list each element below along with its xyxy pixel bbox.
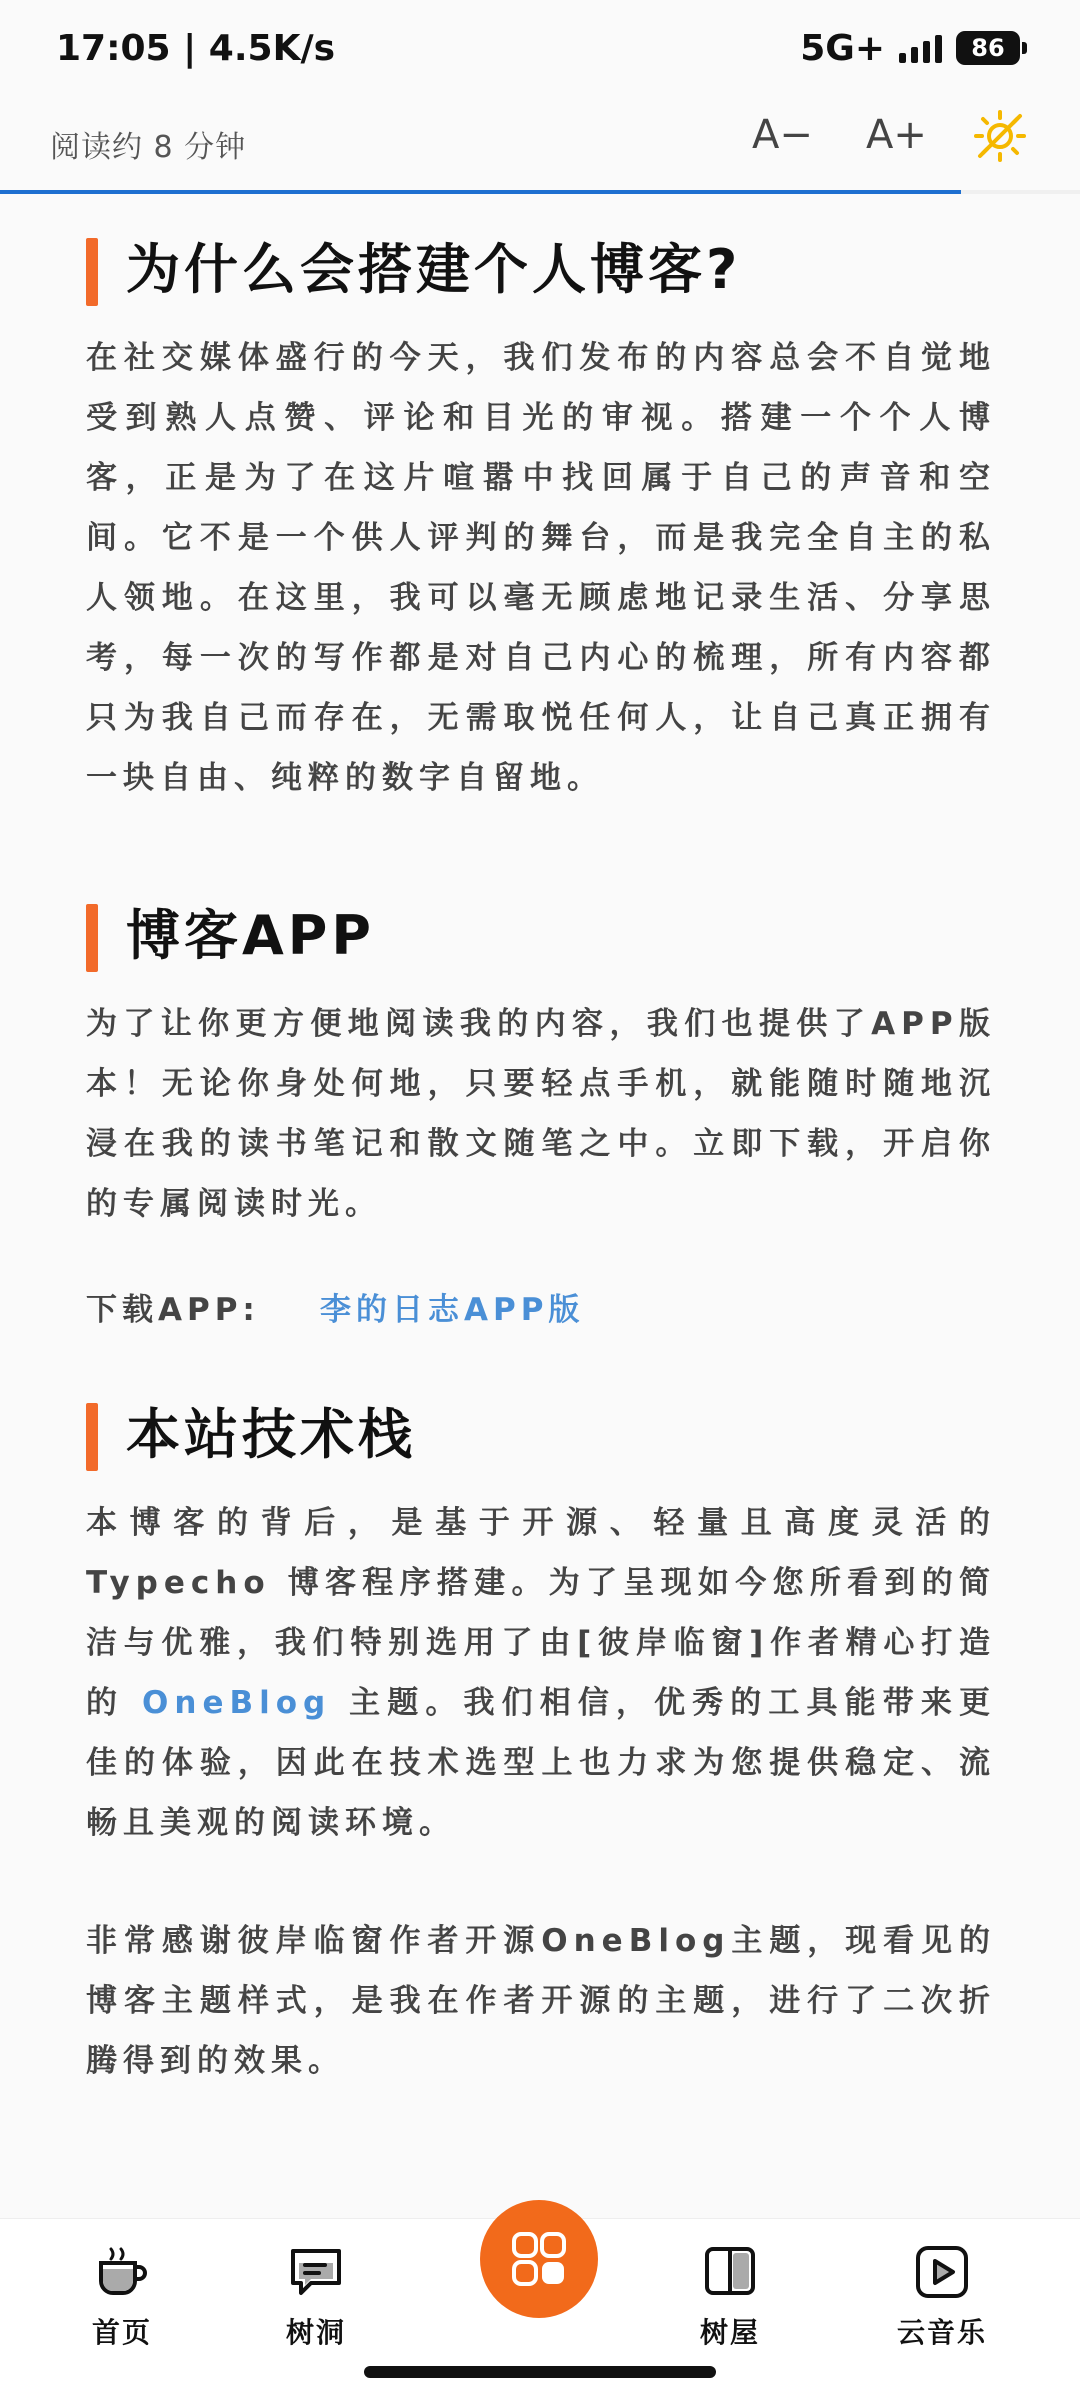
section-heading-why-blog: 为什么会搭建个人博客? [86, 230, 996, 310]
book-icon [699, 2241, 761, 2303]
battery-icon [956, 31, 1020, 65]
section-body-why-blog: 在社交媒体盛行的今天，我们发布的内容总会不自觉地受到熟人点赞、评论和目光的审视。搭建一个个人博客，正是为了在这片喧嚣中找回属于自己的声音和空间。它不是一个供人评判的舞台，而是我完全自主的私人领地。在这里，我可以毫无顾虑地记录生活、分享思考，每一次的写作都是对自己内心的梳理，所有内容都只为我自己而存在，无需取悦任何人，让自己真正拥有一块自由、纯粹的数字自留地。 [86, 340, 996, 796]
status-time-speed: 17:05 | 4.5K/s [56, 27, 336, 69]
nav-label-cloud-music: 云音乐 [896, 2316, 987, 2349]
status-indicators [800, 28, 1020, 69]
font-increase-button[interactable]: A+ [866, 112, 927, 158]
status-bar [0, 0, 1080, 96]
nav-item-home[interactable] [62, 2241, 182, 2351]
section-body-blog-app: 为了让你更方便地阅读我的内容，我们也提供了APP版本！无论你身处何地，只要轻点手机，就能随时随地沉浸在我的读书笔记和散文随笔之中。立即下载，开启你的专属阅读时光。 [86, 1006, 996, 1222]
reading-progress-bar [0, 190, 1080, 194]
nav-label-home: 首页 [91, 2316, 152, 2349]
download-row [86, 1284, 996, 1329]
network-type: 5G+ [800, 27, 885, 69]
home-indicator[interactable] [364, 2366, 716, 2378]
signal-icon [899, 33, 942, 63]
theme-toggle-icon[interactable] [972, 108, 1028, 164]
section-heading-tech-stack: 本站技术栈 [86, 1395, 996, 1475]
chat-bubble-icon [285, 2241, 347, 2303]
coffee-cup-icon [91, 2241, 153, 2303]
play-icon [911, 2241, 973, 2303]
nav-item-treehole[interactable] [256, 2241, 376, 2351]
oneblog-link[interactable]: OneBlog [142, 1685, 332, 1721]
download-app-link[interactable]: 李的日志APP版 [320, 1292, 585, 1328]
apps-grid-icon [511, 2231, 567, 2287]
font-decrease-button[interactable]: A− [752, 112, 813, 158]
tech-stack-text-after: 主题。我们相信，优秀的工具能带来更佳的体验，因此在技术选型上也力求为您提供稳定、流畅且美观的阅读环境。 [86, 1685, 996, 1841]
thanks-paragraph: 非常感谢彼岸临窗作者开源OneBlog主题，现看见的博客主题样式，是我在作者开源的主题，进行了二次折腾得到的效果。 [86, 1923, 996, 2079]
nav-label-treehouse: 树屋 [699, 2316, 760, 2349]
nav-item-cloud-music[interactable] [882, 2241, 1002, 2351]
nav-label-treehole: 树洞 [285, 2316, 346, 2349]
section-body-tech-stack [86, 1493, 996, 1853]
nav-item-treehouse[interactable] [670, 2241, 790, 2351]
nav-center-apps-button[interactable] [480, 2200, 598, 2318]
download-label: 下载APP: [86, 1292, 260, 1328]
battery-level: 86 [971, 34, 1005, 62]
reading-progress-fill [0, 190, 961, 194]
section-heading-blog-app: 博客APP [86, 896, 996, 976]
tech-stack-text-before: 本博客的背后，是基于开源、轻量且高度灵活的 Typecho 博客程序搭建。为了呈现如今您所看到的简洁与优雅，我们特别选用了由[彼岸临窗]作者精心打造的 [86, 1505, 996, 1721]
article-content [86, 230, 996, 2091]
reading-time: 阅读约 8 分钟 [50, 130, 247, 165]
